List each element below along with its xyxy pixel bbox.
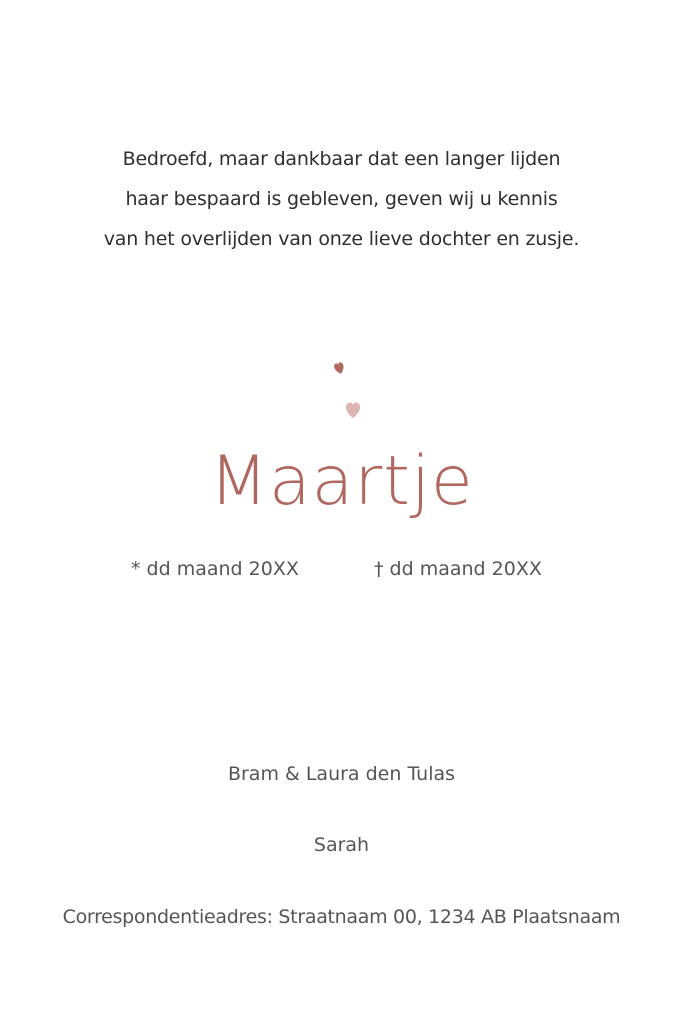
intro-line: Bedroefd, maar dankbaar dat een langer lijden: [122, 148, 561, 170]
heart-icon: [333, 362, 345, 375]
intro-line: van het overlijden van onze lieve dochter en zusje.: [103, 228, 580, 250]
deceased-name: Maartje: [209, 442, 474, 521]
birth-date: * dd maand 20XX: [131, 558, 299, 580]
intro-line: haar bespaard is gebleven, geven wij u kennis: [125, 188, 558, 210]
heart-icon: [346, 402, 360, 418]
sibling-name: Sarah: [313, 834, 370, 856]
parents-names: Bram & Laura den Tulas: [227, 763, 456, 785]
correspondence-address: Correspondentieadres: Straatnaam 00, 1234 AB Plaatsnaam: [62, 906, 621, 928]
death-date: † dd maand 20XX: [374, 558, 542, 580]
intro-text: [0, 139, 683, 259]
hearts-decoration: [320, 352, 370, 424]
